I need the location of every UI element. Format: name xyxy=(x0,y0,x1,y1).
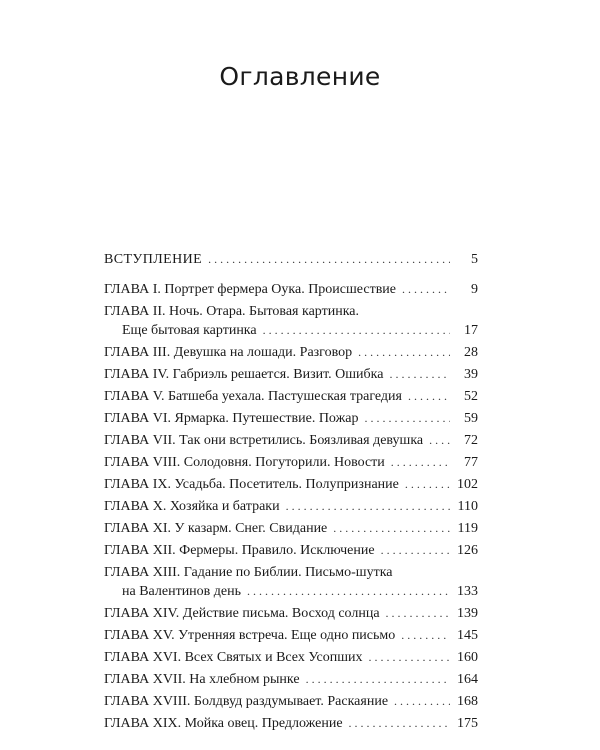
dot-leader xyxy=(402,280,450,299)
entry-title: ГЛАВА XVIII. Болдвуд раздумывает. Раскаяние xyxy=(104,694,389,709)
entry-title: ГЛАВА XVII. На хлебном рынке xyxy=(104,672,300,687)
toc-entry-line xyxy=(104,343,478,362)
page-number: 17 xyxy=(464,323,478,338)
page-number: 133 xyxy=(457,584,478,599)
toc-entry-line xyxy=(104,670,478,689)
toc-entry xyxy=(104,670,478,689)
toc-entry-line xyxy=(104,250,478,269)
page-number: 72 xyxy=(464,433,478,448)
toc-entry-line xyxy=(104,387,478,406)
dot-leader xyxy=(358,343,450,362)
toc-entry xyxy=(104,302,478,340)
entry-title: ГЛАВА IV. Габриэль решается. Визит. Ошибка xyxy=(104,367,384,382)
toc-entry-line xyxy=(104,431,478,450)
dot-leader xyxy=(349,714,450,733)
toc-entry xyxy=(104,431,478,450)
entry-title: ГЛАВА XIV. Действие письма. Восход солнца xyxy=(104,606,380,621)
toc-entry xyxy=(104,519,478,538)
toc-entry xyxy=(104,497,478,516)
page-number: 126 xyxy=(457,543,478,558)
toc-entry xyxy=(104,453,478,472)
page-number: 110 xyxy=(457,499,478,514)
toc-entry-line xyxy=(104,541,478,560)
page-number: 77 xyxy=(464,455,478,470)
entry-title: ГЛАВА XIX. Мойка овец. Предложение xyxy=(104,716,343,731)
toc-entry-line xyxy=(104,692,478,711)
entry-title: ГЛАВА XI. У казарм. Снег. Свидание xyxy=(104,521,328,536)
toc-entry-intro xyxy=(104,250,478,269)
page-number: 119 xyxy=(457,521,478,536)
toc-entry xyxy=(104,714,478,733)
entry-title: ГЛАВА X. Хозяйка и батраки xyxy=(104,499,280,514)
toc-entry-line xyxy=(104,714,478,733)
page-number: 164 xyxy=(457,672,478,687)
toc-entry xyxy=(104,563,478,601)
toc-entry-line xyxy=(104,475,478,494)
toc-entry xyxy=(104,648,478,667)
dot-leader xyxy=(408,387,450,406)
page-number: 139 xyxy=(457,606,478,621)
toc-entry xyxy=(104,626,478,645)
page-number: 160 xyxy=(457,650,478,665)
page-number: 39 xyxy=(464,367,478,382)
toc-entry-line xyxy=(104,648,478,667)
page-title: Оглавление xyxy=(219,62,381,91)
toc-entry xyxy=(104,280,478,299)
toc-entry-line xyxy=(104,497,478,516)
entry-title: ГЛАВА V. Батшеба уехала. Пастушеская трагедия xyxy=(104,389,402,404)
dot-leader xyxy=(208,250,450,269)
page-number: 168 xyxy=(457,694,478,709)
dot-leader xyxy=(333,519,450,538)
entry-title: ГЛАВА XIII. Гадание по Библии. Письмо-шутка xyxy=(104,565,393,580)
entry-title: на Валентинов день xyxy=(122,584,241,599)
toc-entry xyxy=(104,365,478,384)
toc-entry-line xyxy=(104,302,478,321)
page-number: 5 xyxy=(471,252,478,267)
dot-leader xyxy=(247,582,450,601)
page-number: 59 xyxy=(464,411,478,426)
dot-leader xyxy=(286,497,450,516)
toc-entry-line xyxy=(104,626,478,645)
toc-entry xyxy=(104,387,478,406)
toc-entry-continuation xyxy=(104,582,478,601)
toc-entry xyxy=(104,475,478,494)
dot-leader xyxy=(364,409,450,428)
toc-entry-line xyxy=(104,519,478,538)
toc-entry xyxy=(104,541,478,560)
page-number: 175 xyxy=(457,716,478,731)
page-number: 28 xyxy=(464,345,478,360)
toc-entry-line xyxy=(104,280,478,299)
toc-entry-line xyxy=(104,453,478,472)
dot-leader xyxy=(386,604,450,623)
toc-entry xyxy=(104,604,478,623)
toc-entry xyxy=(104,409,478,428)
toc-entry-line xyxy=(104,365,478,384)
dot-leader xyxy=(394,692,450,711)
page-number: 52 xyxy=(464,389,478,404)
entry-title: ГЛАВА VIII. Солодовня. Погуторили. Новости xyxy=(104,455,385,470)
entry-title: ГЛАВА VII. Так они встретились. Боязливая девушка xyxy=(104,433,424,448)
toc-entry xyxy=(104,343,478,362)
table-of-contents xyxy=(104,250,478,733)
entry-title: ГЛАВА XVI. Всех Святых и Всех Усопших xyxy=(104,650,363,665)
toc-entry-line xyxy=(104,563,478,582)
dot-leader xyxy=(429,431,450,450)
dot-leader xyxy=(391,453,450,472)
entry-title: ГЛАВА IX. Усадьба. Посетитель. Полупризнание xyxy=(104,477,399,492)
toc-entry-line xyxy=(104,604,478,623)
page-number: 9 xyxy=(471,282,478,297)
dot-leader xyxy=(401,626,450,645)
entry-title: ГЛАВА XII. Фермеры. Правило. Исключение xyxy=(104,543,375,558)
entry-title: ГЛАВА III. Девушка на лошади. Разговор xyxy=(104,345,353,360)
dot-leader xyxy=(381,541,450,560)
dot-leader xyxy=(369,648,450,667)
entry-title: Еще бытовая картинка xyxy=(122,323,257,338)
dot-leader xyxy=(389,365,450,384)
page-number: 145 xyxy=(457,628,478,643)
toc-entry-line xyxy=(104,409,478,428)
entry-title: ГЛАВА I. Портрет фермера Оука. Происшествие xyxy=(104,282,397,297)
entry-title: ГЛАВА XV. Утренняя встреча. Еще одно письмо xyxy=(104,628,396,643)
toc-entry-continuation xyxy=(104,321,478,340)
page-number: 102 xyxy=(457,477,478,492)
toc-entry xyxy=(104,692,478,711)
dot-leader xyxy=(263,321,450,340)
dot-leader xyxy=(405,475,450,494)
entry-title: ГЛАВА II. Ночь. Отара. Бытовая картинка. xyxy=(104,304,360,319)
dot-leader xyxy=(306,670,450,689)
entry-title: ВСТУПЛЕНИЕ xyxy=(104,252,203,267)
entry-title: ГЛАВА VI. Ярмарка. Путешествие. Пожар xyxy=(104,411,359,426)
